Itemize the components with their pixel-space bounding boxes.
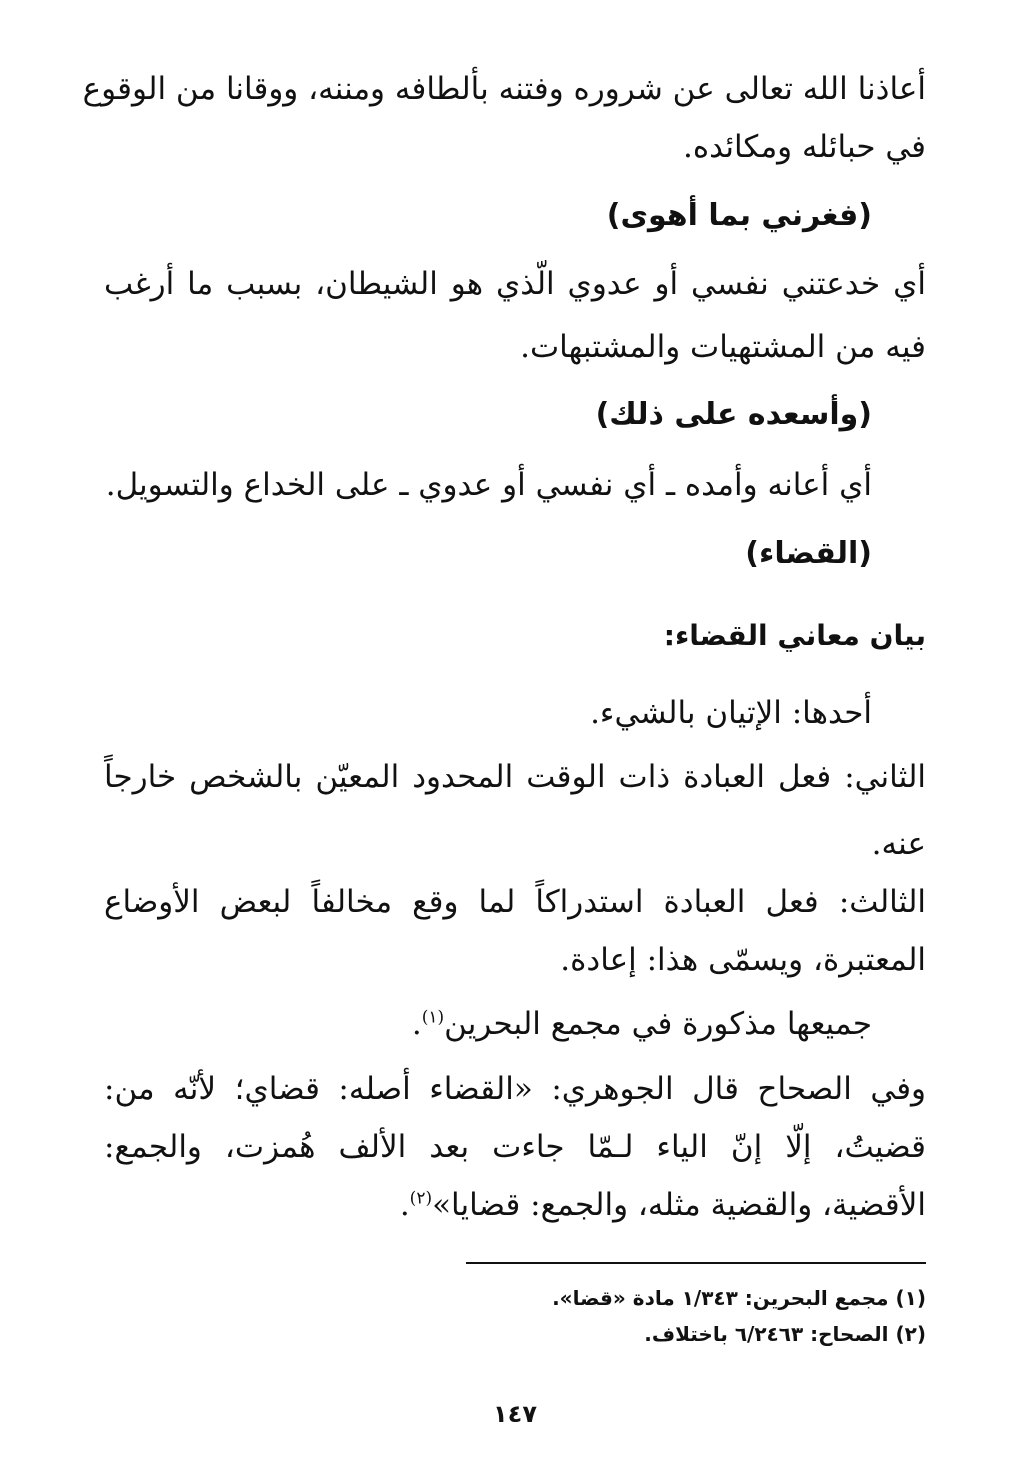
meaning-1: أحدها: الإتيان بالشيء. (590, 695, 872, 731)
meaning-3-line-2: المعتبرة، ويسمّى هذا: إعادة. (560, 942, 926, 978)
quoted-phrase-heading: (وأسعده على ذلك) (595, 397, 872, 432)
meaning-source-line (104, 1002, 872, 1046)
meaning-source-text: جميعها مذكورة في مجمع البحرين (444, 1006, 872, 1042)
sihah-quote-line-2: قضيتُ، إلّا إنّ الياء لـمّا جاءت بعد الألف هُمزت، والجمع: (104, 1129, 926, 1165)
paragraph-3-line-1: أي أعانه وأمده ـ أي نفسي أو عدوي ـ على الخداع والتسويل. (105, 467, 872, 503)
paragraph-2-line-1: أي خدعتني نفسي أو عدوي الّذي هو الشيطان، بسبب ما أرغب (104, 266, 926, 302)
paragraph-1-line-2: في حبائله ومكائده. (683, 129, 926, 165)
sihah-quote-end: . (399, 1187, 410, 1223)
footnote-ref-2: (٢) (409, 1188, 433, 1209)
meaning-3-line-1: الثالث: فعل العبادة استدراكاً لما وقع مخالفاً لبعض الأوضاع (104, 884, 926, 920)
sihah-quote-line-1: وفي الصحاح قال الجوهري: «القضاء أصله: قضاي؛ لأنّه من: (104, 1071, 926, 1107)
meaning-2-line-1: الثاني: فعل العبادة ذات الوقت المحدود المعيّن بالشخص خارجاً (104, 759, 926, 795)
quoted-phrase-heading: (القضاء) (745, 536, 872, 571)
meaning-2-line-2: عنه. (871, 826, 926, 862)
paragraph-2-line-2: فيه من المشتهيات والمشتبهات. (520, 329, 926, 365)
page-number: ١٤٧ (493, 1400, 537, 1428)
footnote-2: (٢) الصحاح: ٦/٢٤٦٣ باختلاف. (644, 1322, 926, 1346)
footnote-separator (466, 1262, 926, 1264)
sihah-quote-text: الأقضية، والقضية مثله، والجمع: قضايا» (432, 1187, 926, 1223)
meaning-source-end: . (411, 1006, 422, 1042)
paragraph-1-line-1: أعاذنا الله تعالى عن شروره وفتنه بألطافه ومننه، ووقانا من الوقوع (82, 71, 926, 107)
footnote-ref-1: (١) (421, 1007, 445, 1028)
sihah-quote-line-3 (104, 1183, 926, 1227)
quoted-phrase-heading: (فغرني بما أهوى) (606, 198, 872, 233)
footnote-1: (١) مجمع البحرين: ١/٣٤٣ مادة «قضا». (552, 1286, 926, 1310)
section-heading: بيان معاني القضاء: (663, 619, 926, 652)
